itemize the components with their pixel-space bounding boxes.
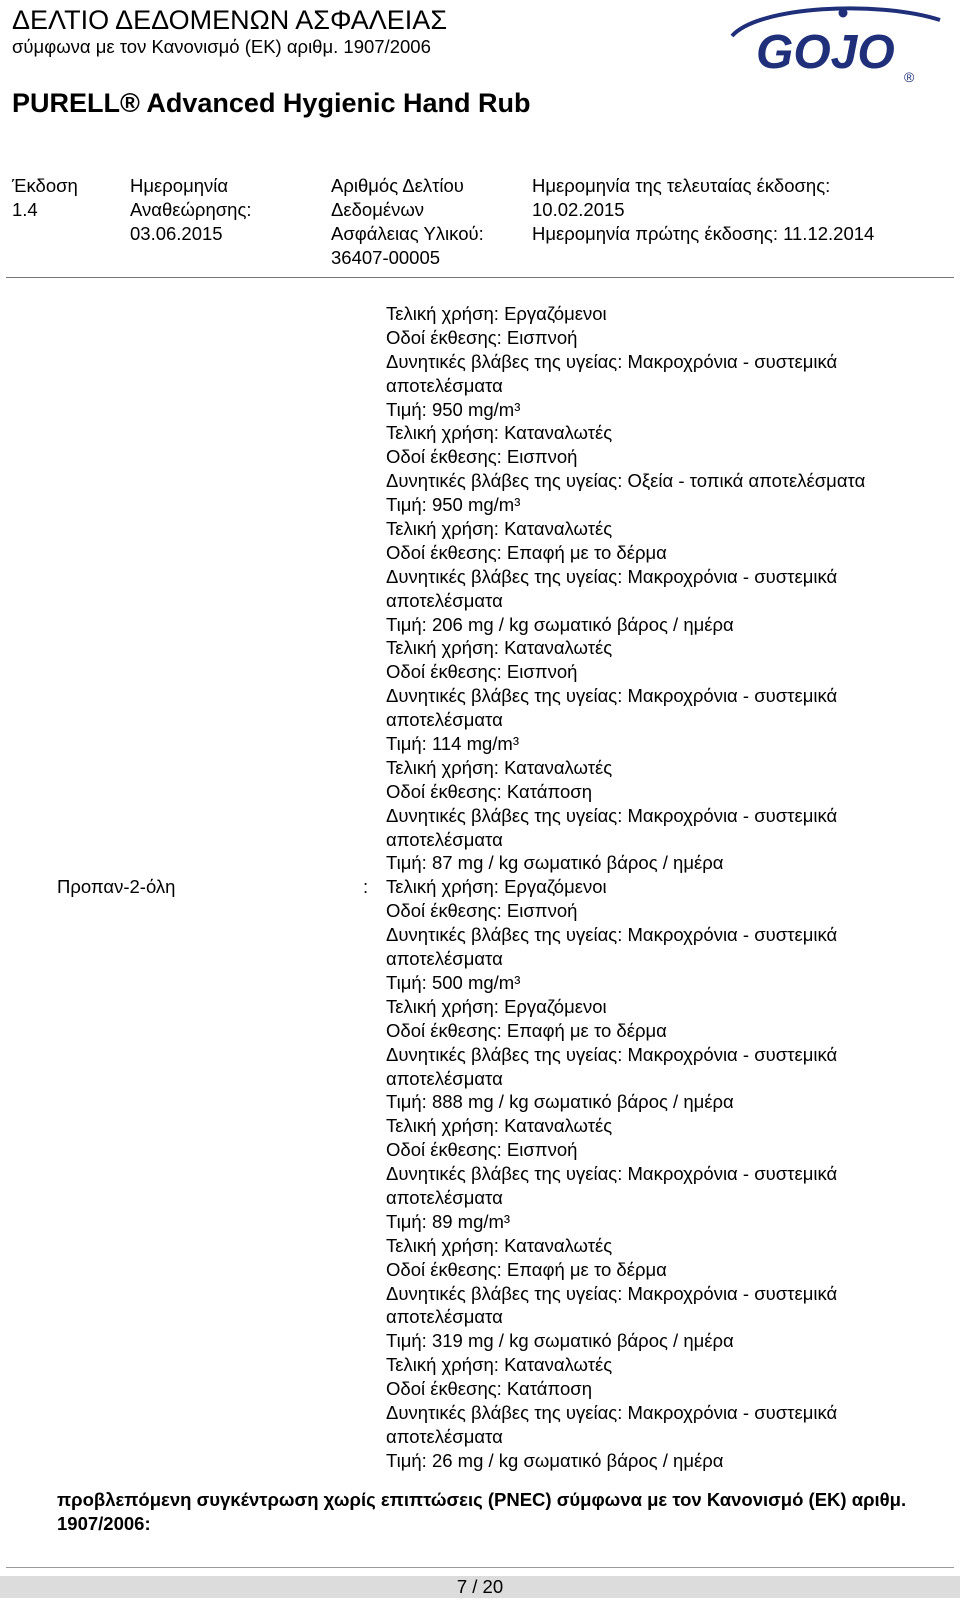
meta-revision-label-1: Ημερομηνία <box>130 175 229 196</box>
meta-version <box>12 174 78 222</box>
content-line: αποτελέσματα <box>386 948 503 970</box>
content-line: Οδοί έκθεσης: Εισπνοή <box>386 1139 578 1161</box>
content-line: αποτελέσματα <box>386 828 503 850</box>
document-subtitle: σύμφωνα με τον Κανονισμό (ΕΚ) αριθμ. 1907/2006 <box>12 36 431 57</box>
pnec-heading: προβλεπόμενη συγκέντρωση χωρίς επιπτώσεις (PNEC) σύμφωνα με τον Κανονισμό (ΕΚ) αριθμ. 1907/2006: <box>57 1489 907 1534</box>
content-line: Τιμή: 950 mg/m³ <box>386 398 521 420</box>
content-line: Οδοί έκθεσης: Κατάποση <box>386 780 592 802</box>
meta-revision-label-2: Αναθεώρησης: <box>130 199 252 220</box>
logo-registered-mark: ® <box>904 69 915 84</box>
content-line: Τιμή: 206 mg / kg σωματικό βάρος / ημέρα <box>386 613 734 635</box>
content-line: Δυνητικές βλάβες της υγείας: Μακροχρόνια - συστεμικά <box>386 1401 838 1423</box>
content-line: αποτελέσματα <box>386 589 503 611</box>
content-line: αποτελέσματα <box>386 1306 503 1328</box>
content-line: Οδοί έκθεσης: Εισπνοή <box>386 900 578 922</box>
product-name: PURELL® Advanced Hygienic Hand Rub <box>12 88 531 118</box>
content-line: Δυνητικές βλάβες της υγείας: Μακροχρόνια - συστεμικά <box>386 804 838 826</box>
content-line: Δυνητικές βλάβες της υγείας: Μακροχρόνια - συστεμικά <box>386 685 838 707</box>
content-line: Τιμή: 89 mg/m³ <box>386 1210 511 1232</box>
content-line: Δυνητικές βλάβες της υγείας: Μακροχρόνια - συστεμικά <box>386 350 838 372</box>
content-line: Οδοί έκθεσης: Κατάποση <box>386 1378 592 1400</box>
logo-text: GOJO <box>756 26 895 79</box>
content-line: Δυνητικές βλάβες της υγείας: Μακροχρόνια - συστεμικά <box>386 1043 838 1065</box>
meta-first-issue: Ημερομηνία πρώτης έκδοσης: 11.12.2014 <box>532 223 875 244</box>
content-line: Τιμή: 87 mg / kg σωματικό βάρος / ημέρα <box>386 852 724 874</box>
meta-version-value: 1.4 <box>12 199 38 220</box>
content-line: Δυνητικές βλάβες της υγείας: Μακροχρόνια - συστεμικά <box>386 924 838 946</box>
meta-version-label: Έκδοση <box>12 175 78 196</box>
meta-revision-date <box>130 174 252 246</box>
content-line: Τελική χρήση: Καταναλωτές <box>386 422 613 444</box>
content-line: Οδοί έκθεσης: Επαφή με το δέρμα <box>386 541 667 563</box>
content-line: Οδοί έκθεσης: Εισπνοή <box>386 661 578 683</box>
meta-sds-label-3: Ασφάλειας Υλικού: <box>331 223 484 244</box>
content-line: αποτελέσματα <box>386 1067 503 1089</box>
content-line: Τιμή: 950 mg/m³ <box>386 494 521 516</box>
content-line: Τελική χρήση: Καταναλωτές <box>386 637 613 659</box>
content-line: Τελική χρήση: Καταναλωτές <box>386 518 613 540</box>
content-line: Τιμή: 319 mg / kg σωματικό βάρος / ημέρα <box>386 1330 734 1352</box>
dnel-values-list <box>386 302 956 1473</box>
logo-dot <box>839 9 848 18</box>
content-line: Οδοί έκθεσης: Εισπνοή <box>386 446 578 468</box>
meta-sds-number <box>331 174 484 270</box>
content-line: Οδοί έκθεσης: Επαφή με το δέρμα <box>386 1258 667 1280</box>
content-line: Οδοί έκθεσης: Επαφή με το δέρμα <box>386 1019 667 1041</box>
meta-sds-value: 36407-00005 <box>331 247 441 268</box>
meta-revision-value: 03.06.2015 <box>130 223 223 244</box>
content-line: Δυνητικές βλάβες της υγείας: Μακροχρόνια - συστεμικά <box>386 1163 838 1185</box>
page-number: 7 / 20 <box>456 1576 504 1597</box>
gojo-logo <box>728 2 950 84</box>
content-line: Τελική χρήση: Εργαζόμενοι <box>386 995 607 1017</box>
content-line: Τελική χρήση: Καταναλωτές <box>386 756 613 778</box>
meta-sds-label-2: Δεδομένων <box>331 199 425 220</box>
substance-name: Προπαν-2-όλη <box>57 876 176 897</box>
content-line: Τελική χρήση: Καταναλωτές <box>386 1354 613 1376</box>
content-line: Τιμή: 888 mg / kg σωματικό βάρος / ημέρα <box>386 1091 734 1113</box>
footer-divider <box>6 1567 954 1568</box>
substance-separator: : <box>363 876 369 897</box>
meta-sds-label-1: Αριθμός Δελτίου <box>331 175 464 196</box>
content-line: Τιμή: 114 mg/m³ <box>386 733 519 755</box>
content-line: αποτελέσματα <box>386 1425 503 1447</box>
content-line: Οδοί έκθεσης: Εισπνοή <box>386 326 578 348</box>
header-divider <box>6 277 954 278</box>
document-title: ΔΕΛΤΙΟ ΔΕΔΟΜΕΝΩΝ ΑΣΦΑΛΕΙΑΣ <box>12 5 448 35</box>
content-line: Δυνητικές βλάβες της υγείας: Οξεία - τοπικά αποτελέσματα <box>386 470 866 492</box>
content-line: αποτελέσματα <box>386 374 503 396</box>
content-line: Τελική χρήση: Εργαζόμενοι <box>386 303 607 324</box>
meta-issue-dates <box>532 174 874 246</box>
meta-last-issue-label: Ημερομηνία της τελευταίας έκδοσης: <box>532 175 831 196</box>
content-line: αποτελέσματα <box>386 709 503 731</box>
content-line: Τελική χρήση: Καταναλωτές <box>386 1234 613 1256</box>
content-line: Τελική χρήση: Καταναλωτές <box>386 1115 613 1137</box>
content-line: Δυνητικές βλάβες της υγείας: Μακροχρόνια - συστεμικά <box>386 565 838 587</box>
content-line: Δυνητικές βλάβες της υγείας: Μακροχρόνια - συστεμικά <box>386 1282 838 1304</box>
content-line: αποτελέσματα <box>386 1186 503 1208</box>
content-line: Τιμή: 500 mg/m³ <box>386 971 521 993</box>
meta-last-issue-value: 10.02.2015 <box>532 199 625 220</box>
content-line: Τελική χρήση: Εργαζόμενοι <box>386 876 607 898</box>
content-line: Τιμή: 26 mg / kg σωματικό βάρος / ημέρα <box>386 1449 724 1471</box>
